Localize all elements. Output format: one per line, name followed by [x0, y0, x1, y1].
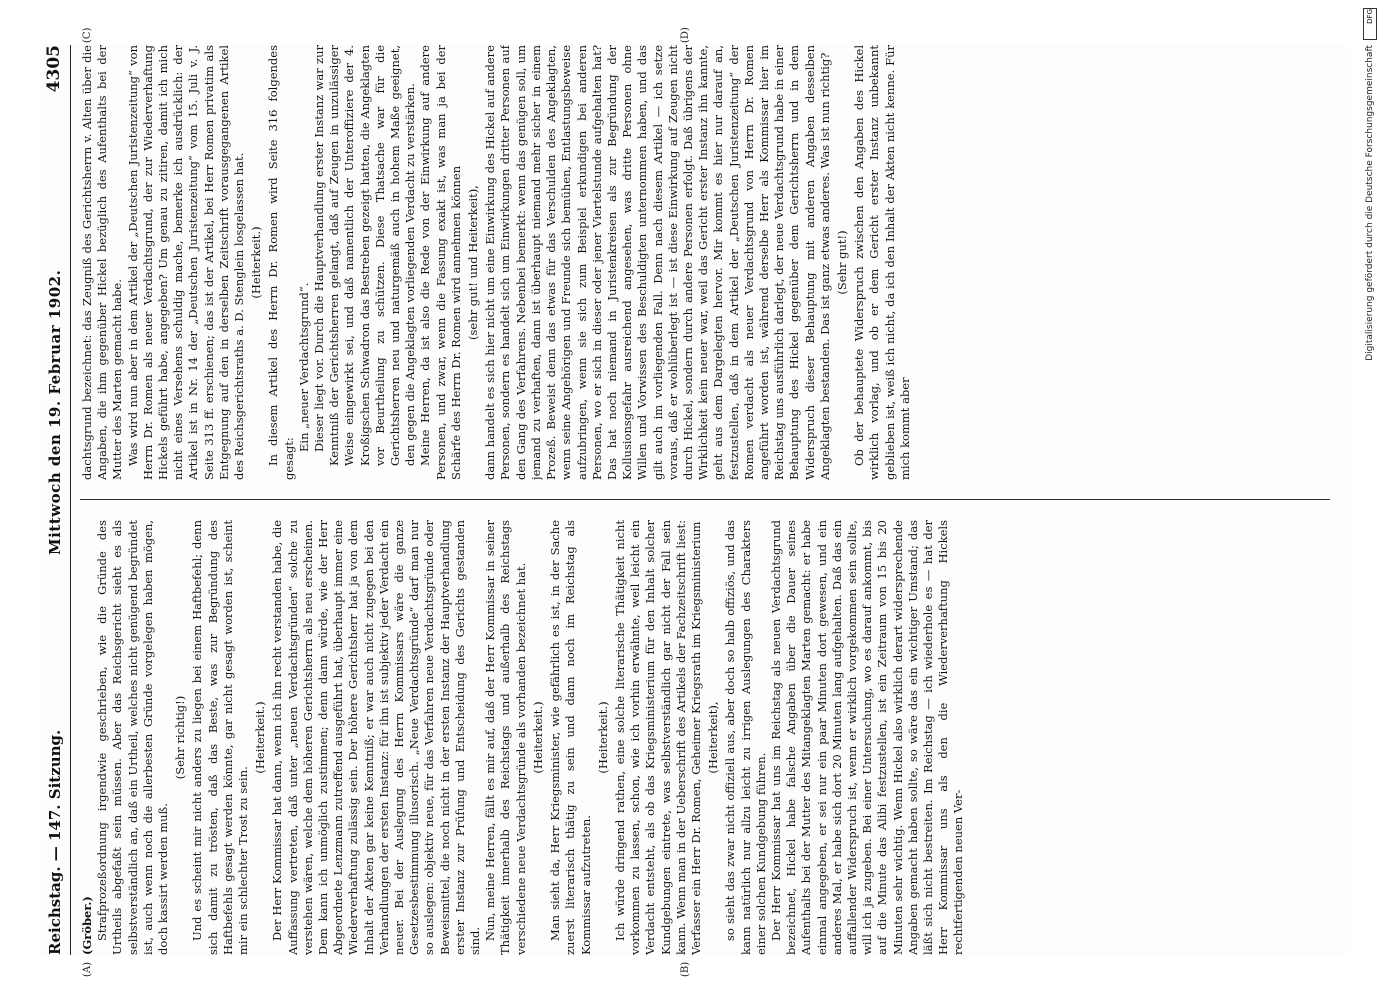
paragraph: Nun, meine Herren, fällt es mir auf, daß der Herr Kommissar in seiner Thätigkeit innerhalb des Reichstags und außerhalb des Reichstags verschiedene neue Verdachtsgründe als vorhanden bezeichnet hat.	[483, 520, 528, 955]
quote-heading: Ein „neuer Verdachtsgrund“.	[296, 282, 311, 452]
paragraph: Was wird nun aber in dem Artikel der „Deutschen Juristenzeitung“ von Herrn Dr. Romen als neuer Verdachtsgrund, der zur Wiederverhaftung Hickels geführt habe, angegeben? Um genau zu zitiren, damit ich mich nicht eines Versehens schuldig mache, bemerke ich ausdrücklich: der Artikel ist in Nr. 14 der „Deutschen Juristenzeitung“ vom 15. Juli v. J. Seite 313 ff. erschienen; das ist der Artikel, bei Herr Romen privatim als Entgegnung auf den in derselben Zeitschrift vorausgegangenen Artikel des Reichsgerichtsraths a. D. Stenglein losgelassen hat.	[125, 45, 247, 480]
remark: (sehr gut! und Heiterkeit),	[466, 185, 481, 340]
paragraph: dachtsgrund bezeichnet: das Zeugniß des Gerichtsherrn v. Alten über die Angaben, die ihm gegenüber Hickel bezüglich des Aufenthalts bei der Mutter des Marten gemacht habe.	[80, 45, 125, 480]
speaker-label: (Gröber.)	[80, 896, 94, 955]
dfg-logo-text: DFG	[1366, 9, 1374, 24]
paragraph: Ich würde dringend rathen, eine solche literarische Thätigkeit nicht vorkommen zu lassen, schon, wie ich vorhin erwähnte, weil leicht ein Verdacht entsteht, als ob das Kriegsministerium für den Inhalt solcher Kundgebungen eintrete, was selbstverständlich gar nicht der Fall sein kann. Wenn man in der Ueberschrift des Artikels der Fachzeitschrift liest: Verfasser ein Herr Dr. Romen, Geheimer Kriegsrath im Kriegsministerium	[612, 520, 703, 955]
remark: (Heiterkeit.)	[530, 701, 545, 774]
paragraph: so sieht das zwar nicht offiziell aus, aber doch so halb offiziös, und das kann natürlich nur allzu leicht zu irrigen Auslegungen des Charakters einer solchen Kundgebung führen.	[723, 520, 768, 955]
header-session: Reichstag. — 147. Sitzung.	[46, 729, 64, 955]
paragraph: Ob der behauptete Widerspruch zwischen den Angaben des Hickel wirklich vorlag, und ob er dem Gericht erster Instanz unbekannt geblieben ist, weiß ich nicht, da ich den Inhalt der Akten nicht kenne. Für mich kommt aber	[852, 45, 912, 480]
paragraph: Der Herr Kommissar hat uns im Reichstag als neuen Verdachtsgrund bezeichnet, Hickel habe falsche Angaben über die Dauer seines Aufenthalts bei der Mutter des Mitangeklagten Marten gemacht: er habe einmal angegeben, er sei nur ein paar Minuten dort gewesen, und ein anderes Mal, er habe sich dort 20 Minuten lang aufgehalten. Daß das ein auffallender Widerspruch ist, wenn er wirklich vorgekommen sein sollte, will ich ja zugeben. Bei einer Untersuchung, wo es darauf ankommt, bis auf die Minute das Alibi festzustellen, ist ein Zeitraum von 15 bis 20 Minuten sehr wichtig. Wenn Hickel also wirklich derart widersprechende Angaben gemacht haben sollte, so wäre das ein wichtiger Umstand; das läßt sich nicht bestreiten. Im Reichstag — ich wiederhole es — hat der Herr Kommissar uns als den die Wiederverhaftung Hickels rechtfertigenden neuen Ver-	[768, 520, 966, 955]
dfg-logo	[1363, 8, 1377, 40]
remark: (Heiterkeit.)	[253, 701, 268, 774]
column-divider	[80, 499, 1330, 500]
document-page	[40, 27, 1350, 977]
paragraph: Der Herr Kommissar hat dann, wenn ich ihn recht verstanden habe, die Auffassung vertreten, daß unter „neuen Verdachtsgründen“ solche zu verstehen wären, welche dem höheren Gerichtsherrn als neu erscheinen. Dem kann ich unmöglich zustimmen; denn dann würde, wie der Herr Abgeordnete Lenzmann zutreffend ausgeführt hat, überhaupt immer eine Wiederverhaftung zulässig sein. Der höhere Gerichtsherr hat ja von dem Inhalt der Akten gar keine Kenntniß; er war auch nicht zugegen bei den Verhandlungen der ersten Instanz: für ihn ist subjektiv jeder Verdacht ein neuer. Bei der Auslegung des Herrn Kommissars wäre die ganze Gesetzesbestimmung illusorisch. „Neue Verdachtsgründe“ darf man nur so auslegen: objektiv neue, für das Verfahren neue Verdachtsgründe oder Beweismittel, die noch nicht in der ersten Instanz der Hauptverhandlung erster Instanz zur Prüfung und Entscheidung des Gerichts gestanden sind.	[270, 520, 483, 955]
header-date: Mittwoch den 19. Februar 1902.	[46, 269, 64, 555]
remark: (Heiterkeit),	[706, 701, 721, 774]
paragraph: dann handelt es sich hier nicht um eine Einwirkung des Hickel auf andere Personen, sondern es handelt sich um Einwirkungen dritter Personen auf den Gang des Verfahrens. Nebenbei bemerkt: wenn das genügen soll, um jemand zu verhaften, dann ist überhaupt niemand mehr sicher in einem Prozeß. Beweist denn das etwas für das Verschulden des Angeklagten, wenn seine Angehörigen und Freunde sich bemühen, Entlastungsbeweise aufzubringen, wenn sie sich zum Beispiel erkundigen bei anderen Personen, wo er sich in dieser oder jener Viertelstunde aufgehalten hat? Das hat noch niemand in Juristenkreisen als zur Begründung der Kollusionsgefahr ausreichend angesehen, was dritte Personen ohne Willen und Vorwissen des Beschuldigten unternommen haben, und das gilt auch im vorliegenden Fall. Denn nach diesem Artikel — ich setze voraus, daß er wohlüberlegt ist — ist diese Einwirkung auf Zeugen nicht durch Hickel, sondern durch andere Personen erfolgt. Daß übrigens der Wirklichkeit kein neuer war, weil das Gericht erster Instanz ihn kannte, geht aus dem Dargelegten hervor. Mir kommt es hier nur darauf an, festzustellen, daß in dem Artikel der „Deutschen Juristenzeitung“ der Romen verdacht als neuer Verdachtsgrund von Herrn Dr. Romen angeführt worden ist, während derselbe Herr als Kommissar hier im Reichstag uns ausführlich darlegt, der neue Verdachtsgrund habe in einer Behauptung des Hickel gegenüber dem Gerichtsherrn und in dem Widerspruch dieser Behauptung mit anderen Angaben desselben Angeklagten bestanden. Das ist ganz etwas anderes. Was ist nun richtig?	[483, 45, 832, 480]
margin-mark-a: (A)	[82, 961, 93, 977]
margin-mark-c: (C)	[82, 27, 93, 43]
digitization-note: Digitalisierung gefördert durch die Deutsche Forschungsgemeinschaft	[1365, 45, 1375, 361]
page-header	[40, 45, 71, 955]
left-column	[80, 520, 1335, 955]
rotated-text-frame	[40, 27, 1350, 977]
right-column	[80, 45, 1335, 480]
paragraph: Meine Herren, da ist also die Rede von der Einwirkung auf andere Personen, und zwar, wenn die Fassung exakt ist, was man ja bei der Schärfe des Herrn Dr. Romen wird annehmen können	[418, 45, 463, 480]
quote: Dieser liegt vor. Durch die Hauptverhandlung erster Instanz war zur Kenntniß der Gerichtsherren gelangt, daß auf Zeugen in unzulässiger Weise eingewirkt sei, und daß namentlich der Unteroffiziere der 4. Kroßigschen Schwadron das Bestreben gezeigt hatten, die Angeklagten vor Beurtheilung zu schützen. Diese Thatsache war für die Gerichtsherren neu und naturgemäß auch in hohem Maße geeignet, den gegen die Angeklagten vorliegenden Verdacht zu verstärken.	[312, 45, 418, 466]
remark: (Heiterkeit.)	[595, 701, 610, 774]
paragraph: In diesem Artikel des Herrn Dr. Romen wird Seite 316 folgendes gesagt:	[266, 45, 296, 480]
margin-mark-d: (D)	[680, 27, 691, 43]
remark: (Sehr richtig!)	[173, 695, 188, 780]
remark: (Sehr gut!)	[834, 230, 849, 295]
remark: (Heiterkeit.)	[249, 226, 264, 299]
page-number: 4305	[44, 45, 64, 93]
paragraph: Und es scheint mir nicht anders zu liegen bei einem Haftbefehl; denn sich damit zu trösten, daß das Beste, was zur Begründung des Haftbefehls gesagt werden könnte, gar nicht gesagt worden ist, scheint mir ein schlechter Trost zu sein.	[190, 520, 251, 955]
paragraph: Strafprozeßordnung irgendwie geschrieben, wie die Gründe des Urtheils abgefaßt sein müssen. Aber das Reichsgericht sieht es als selbstverständlich an, daß ein Urtheil, welches nicht genügend begründet ist, auch wenn noch die allerbesten Gründe vorgelegen haben mögen, doch kassirt werden muß.	[95, 520, 171, 955]
margin-mark-b: (B)	[680, 961, 691, 977]
paragraph: Man sieht da, Herr Kriegsminister, wie gefährlich es ist, in der Sache zuerst literarisch thätig zu sein und dann noch im Reichstag als Kommissar aufzutreten.	[548, 520, 593, 955]
